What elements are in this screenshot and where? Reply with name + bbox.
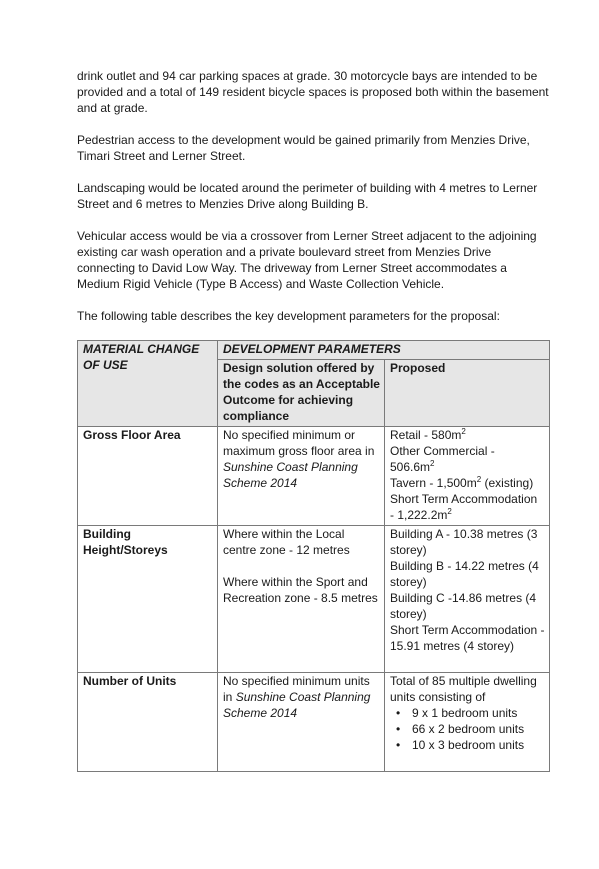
header-material-change-of-use: MATERIAL CHANGE OF USE — [78, 341, 218, 427]
table-row — [78, 673, 550, 772]
header-design-solution: Design solution offered by the codes as an Acceptable Outcome for achieving compliance — [218, 360, 385, 427]
paragraph-parking: drink outlet and 94 car parking spaces at grade. 30 motorcycle bays are intended to be provided and a total of 149 resident bicycle spaces is proposed both within the basement and at grade. — [77, 69, 549, 115]
row-label-number-of-units: Number of Units — [78, 673, 218, 772]
development-parameters-table — [77, 340, 550, 772]
document-page — [77, 68, 549, 772]
cell-gfa-proposed: Retail - $580m^2$ Other Commercial - $506.6m^2$ Tavern - $1,500m^2$ (existing) Short Term Accommodation - $1,222.2m^2$ — [385, 427, 550, 526]
header-development-parameters: DEVELOPMENT PARAMETERS — [218, 341, 550, 360]
list-item: • 9 x 1 bedroom units — [412, 705, 545, 721]
row-label-building-height: Building Height/Storeys — [78, 526, 218, 673]
cell-gfa-design: No specified minimum or maximum gross floor area in Sunshine Coast Planning Scheme 2014 — [218, 427, 385, 526]
cell-units-design: No specified minimum units in Sunshine Coast Planning Scheme 2014 — [218, 673, 385, 772]
cell-height-proposed: Building A - 10.38 metres (3 storey) Building B - 14.22 metres (4 storey) Building C -14.86 metres (4 storey) Short Term Accommodation - 15.91 metres (4 storey) — [385, 526, 550, 673]
paragraph-pedestrian-access: Pedestrian access to the development would be gained primarily from Menzies Drive, Timari Street and Lerner Street. — [77, 133, 530, 163]
table-row — [78, 427, 550, 526]
cell-units-proposed: Total of 85 multiple dwelling units consisting of • 9 x 1 bedroom units • 66 x 2 bedroom units • 10 x 3 bedroom units — [385, 673, 550, 772]
table-row — [78, 526, 550, 673]
header-proposed: Proposed — [385, 360, 550, 427]
units-bullet-list — [390, 705, 545, 753]
table-header-row — [78, 341, 550, 360]
list-item: • 10 x 3 bedroom units — [412, 737, 545, 753]
row-label-gross-floor-area: Gross Floor Area — [78, 427, 218, 526]
cell-height-design: Where within the Local centre zone - 12 metres Where within the Sport and Recreation zone - 8.5 metres — [218, 526, 385, 673]
paragraph-vehicular-access: Vehicular access would be via a crossover from Lerner Street adjacent to the adjoining existing car wash operation and a private boulevard street from Menzies Drive connecting to David Low Way. The driveway from Lerner Street accommodates a Medium Rigid Vehicle (Type B Access) and Waste Collection Vehicle. — [77, 229, 537, 291]
paragraph-table-intro: The following table describes the key development parameters for the proposal: — [77, 309, 500, 323]
list-item: • 66 x 2 bedroom units — [412, 721, 545, 737]
paragraph-landscaping: Landscaping would be located around the perimeter of building with 4 metres to Lerner Street and 6 metres to Menzies Drive along Building B. — [77, 181, 538, 211]
